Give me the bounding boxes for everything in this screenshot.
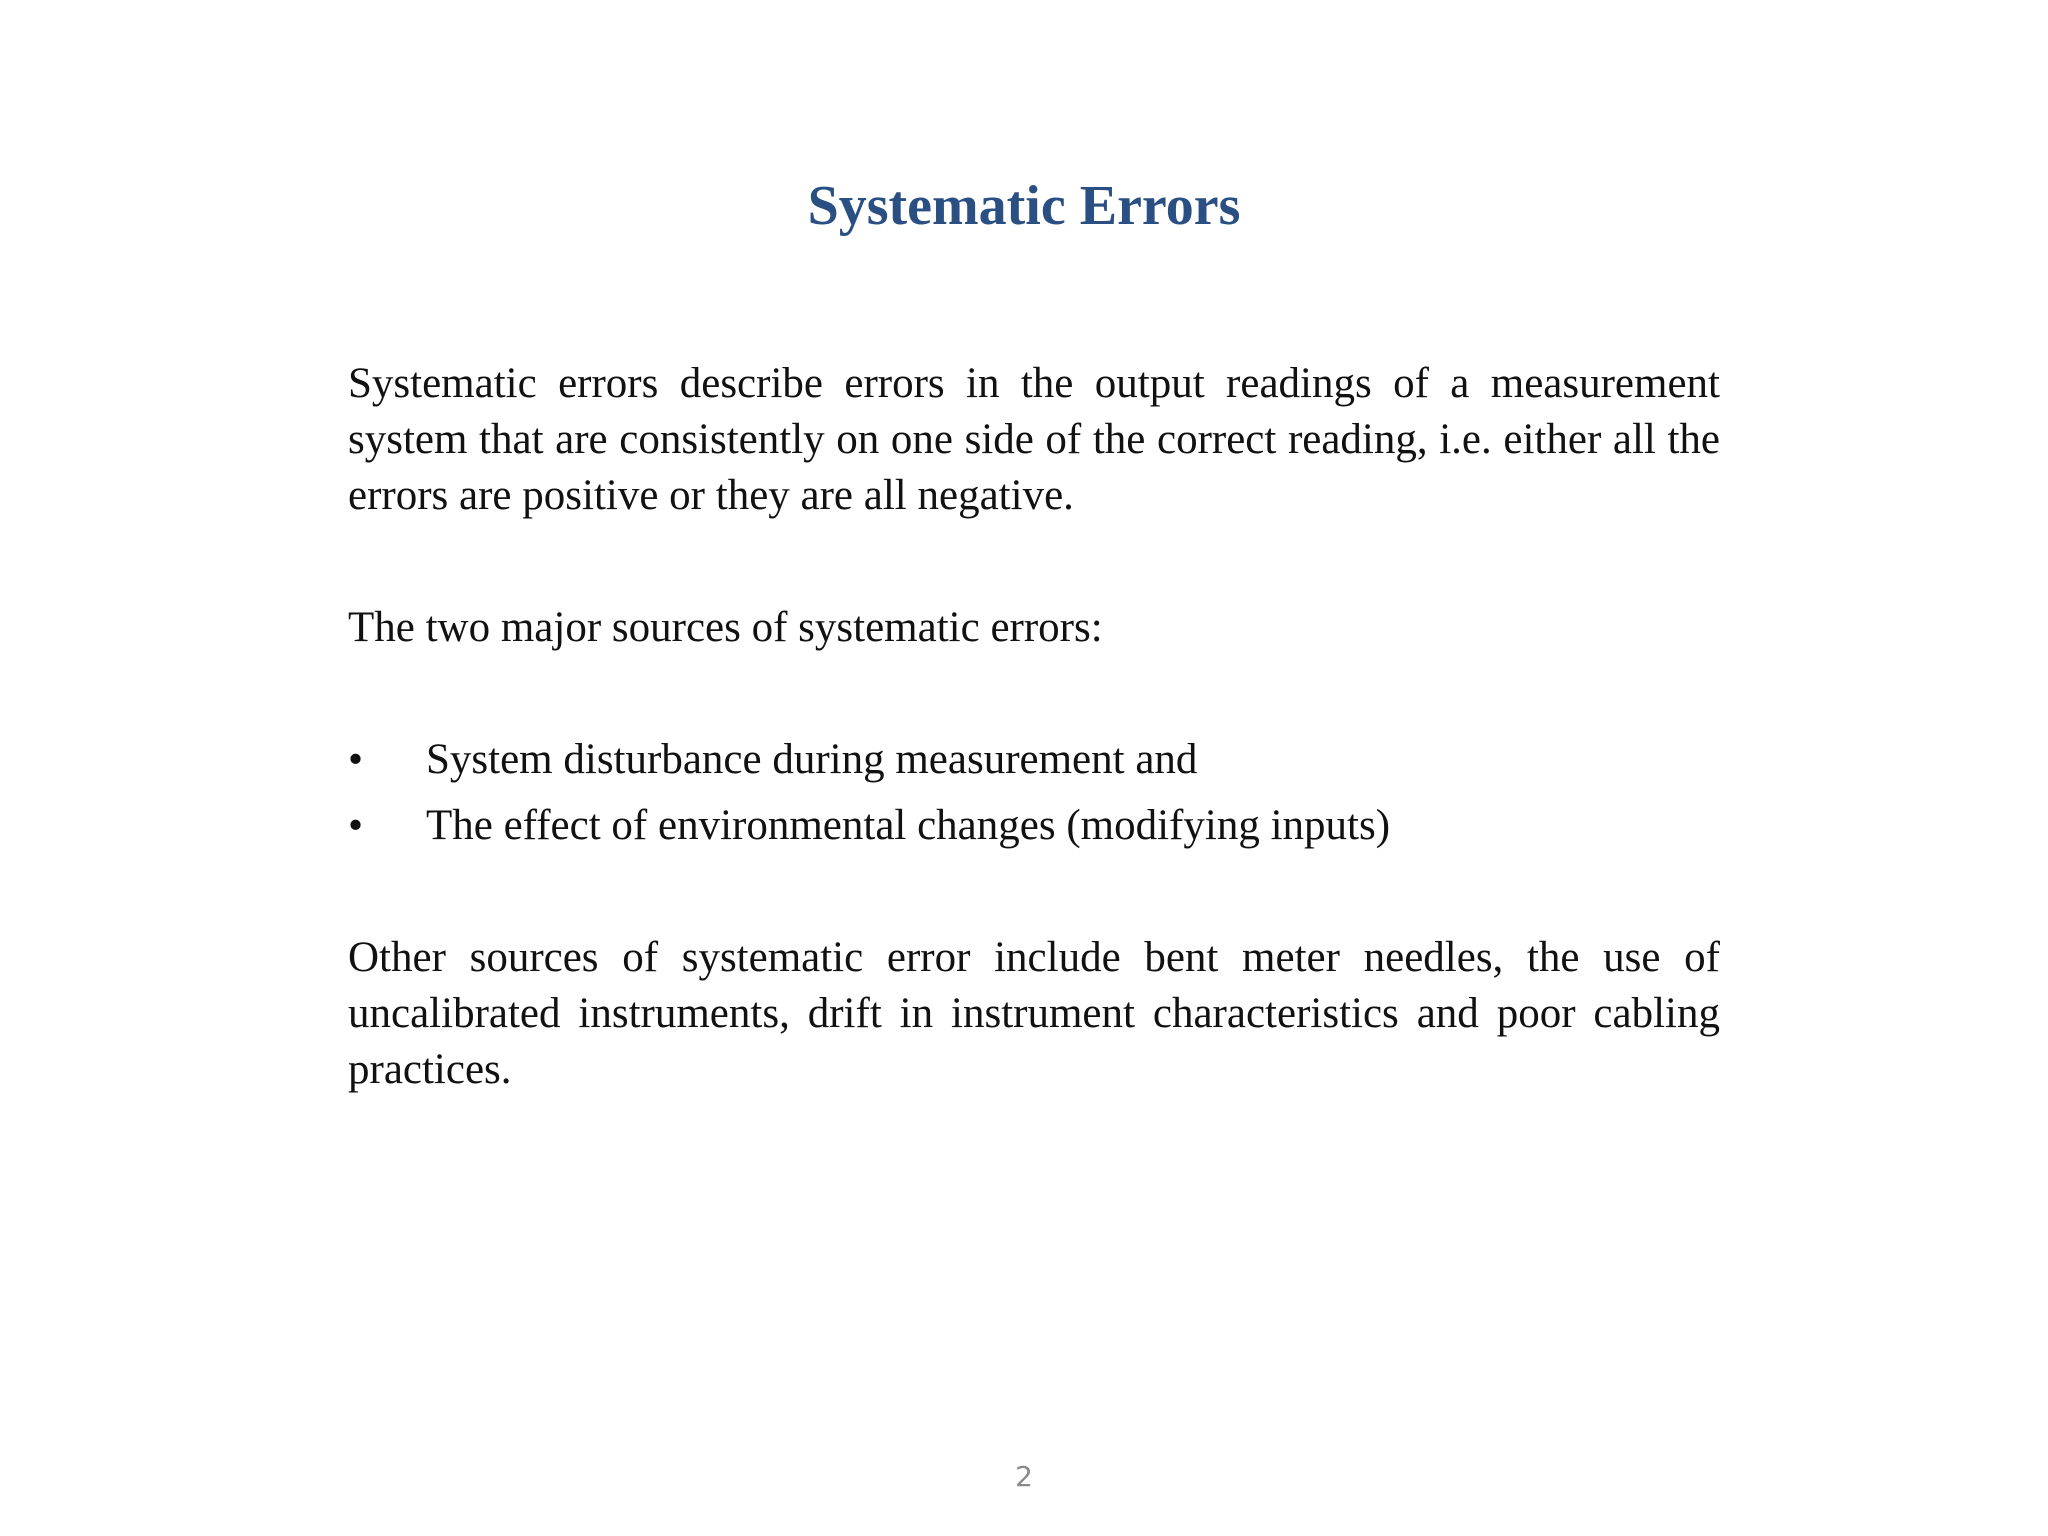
list-item	[348, 798, 1720, 854]
list-item-text: The effect of environmental changes (modifying inputs)	[426, 802, 1391, 849]
bullet-icon: •	[348, 736, 364, 783]
list-item-text: System disturbance during measurement and	[426, 736, 1198, 783]
sources-list	[348, 732, 1720, 854]
slide-content	[348, 356, 1720, 1098]
page-number: 2	[1015, 1460, 1033, 1493]
sources-heading: The two major sources of systematic errors:	[348, 604, 1103, 651]
other-sources-paragraph: Other sources of systematic error include bent meter needles, the use of uncalibrated instruments, drift in instrument characteristics and poor cabling practices.	[348, 934, 1720, 1093]
slide-title: Systematic Errors	[807, 175, 1241, 237]
bullet-icon: •	[348, 802, 364, 849]
list-item	[348, 732, 1720, 788]
intro-paragraph: Systematic errors describe errors in the output readings of a measurement system that are consistently on one side of the correct reading, i.e. either all the errors are positive or they are all negative.	[348, 360, 1720, 519]
